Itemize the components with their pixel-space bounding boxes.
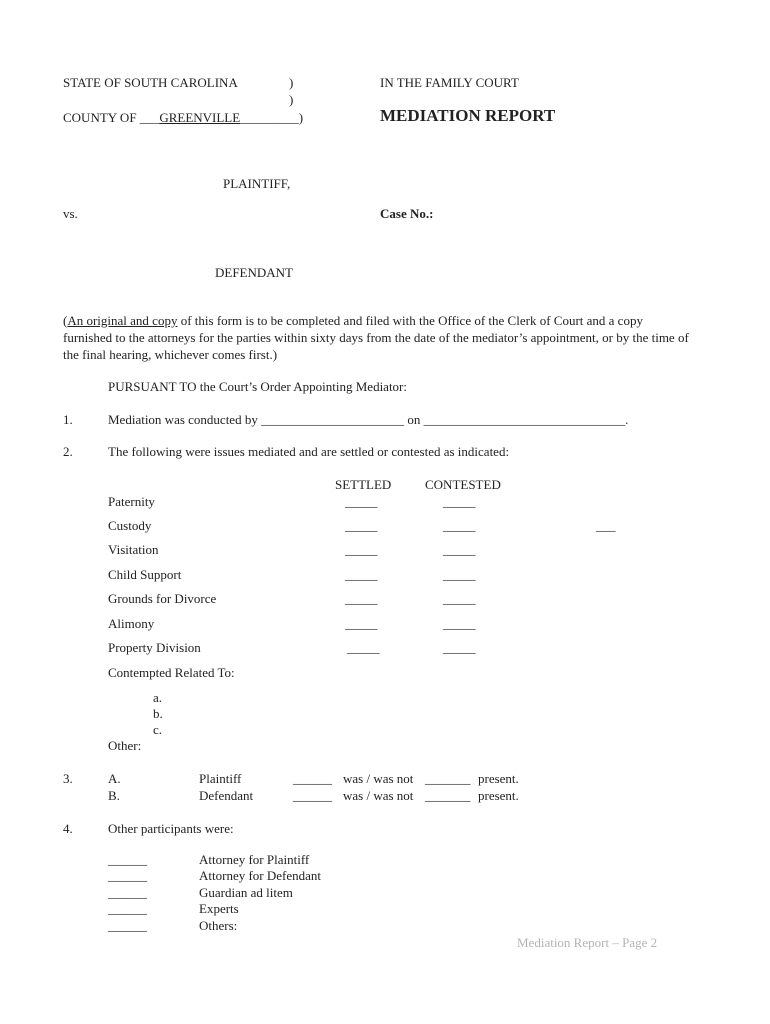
versus-label: vs. <box>63 206 78 221</box>
filing-text: of this form is to be completed and filed with the Office of the Clerk of Court and a copy furnished to the attorneys for the parties within sixty days from the date of the mediator’s appointment, or by the time of the final hearing, whichever comes first.) <box>63 313 689 362</box>
county-label: COUNTY OF ___ <box>63 110 160 125</box>
participant-blank: ______ <box>108 852 147 867</box>
defendant-label: DEFENDANT <box>215 265 293 280</box>
participant-blank: ______ <box>108 885 147 900</box>
issue-label: Custody <box>108 518 152 533</box>
item-number: 1. <box>63 412 73 427</box>
state-caption: STATE OF SOUTH CAROLINA <box>63 75 238 90</box>
item-number: 3. <box>63 771 73 786</box>
contested-blank: _____ <box>443 518 476 533</box>
county-caption <box>63 110 303 126</box>
contempt-item: b. <box>153 706 163 721</box>
settled-blank: _____ <box>345 518 378 533</box>
attendance-blank: _______ <box>425 788 471 803</box>
contested-blank: _____ <box>443 567 476 582</box>
attendance-present: present. <box>478 771 519 786</box>
county-tail: _________) <box>240 110 304 125</box>
case-number-label: Case No.: <box>380 206 434 221</box>
attendance-choice: was / was not <box>343 788 414 803</box>
participant-label: Attorney for Plaintiff <box>199 852 310 867</box>
contested-blank: _____ <box>443 591 476 606</box>
pursuant-statement: PURSUANT TO the Court’s Order Appointing Mediator: <box>108 379 407 394</box>
participant-blank: ______ <box>108 868 147 883</box>
issue-label: Child Support <box>108 567 182 582</box>
plaintiff-label: PLAINTIFF, <box>223 176 291 191</box>
item-number: 2. <box>63 444 73 459</box>
participant-label: Others: <box>199 918 238 933</box>
attendance-present: present. <box>478 788 519 803</box>
item-number: 4. <box>63 821 73 836</box>
settled-blank: _____ <box>345 591 378 606</box>
other-label: Other: <box>108 738 142 753</box>
caption-paren: ) <box>289 92 294 107</box>
participant-label: Attorney for Defendant <box>199 868 322 883</box>
contested-blank: _____ <box>443 494 476 509</box>
contested-header: CONTESTED <box>425 477 501 492</box>
participant-label: Experts <box>199 901 239 916</box>
party-letter: B. <box>108 788 120 803</box>
document-title: MEDIATION REPORT <box>380 106 556 125</box>
contempt-item: a. <box>153 690 163 705</box>
issue-label: Visitation <box>108 542 159 557</box>
issues-intro: The following were issues mediated and are settled or contested as indicated: <box>108 444 510 459</box>
county-value: GREENVILLE <box>159 110 241 125</box>
attendance-blank: ______ <box>293 771 332 786</box>
contested-blank: _____ <box>443 542 476 557</box>
settled-header: SETTLED <box>335 477 392 492</box>
issue-label: Property Division <box>108 640 201 655</box>
party-name: Plaintiff <box>199 771 242 786</box>
contested-blank: _____ <box>443 616 476 631</box>
mediation-conducted-line: Mediation was conducted by ______________________ on _______________________________. <box>108 412 629 427</box>
attendance-blank: ______ <box>293 788 332 803</box>
contested-blank: _____ <box>443 640 476 655</box>
paren-open: ( <box>63 313 68 328</box>
settled-blank: _____ <box>345 542 378 557</box>
settled-blank: _____ <box>345 567 378 582</box>
contempt-label: Contempted Related To: <box>108 665 235 680</box>
party-name: Defendant <box>199 788 254 803</box>
settled-blank: _____ <box>347 640 380 655</box>
settled-blank: _____ <box>345 494 378 509</box>
party-letter: A. <box>108 771 121 786</box>
attendance-blank: _______ <box>425 771 471 786</box>
participant-label: Guardian ad litem <box>199 885 293 900</box>
participant-blank: ______ <box>108 901 147 916</box>
attendance-choice: was / was not <box>343 771 414 786</box>
contempt-item: c. <box>153 722 163 737</box>
filing-instructions <box>63 312 693 363</box>
court-name: IN THE FAMILY COURT <box>380 75 519 90</box>
filing-emphasis: An original and copy <box>67 313 178 328</box>
participant-blank: ______ <box>108 918 147 933</box>
issue-label: Alimony <box>108 616 155 631</box>
issue-label: Grounds for Divorce <box>108 591 217 606</box>
extra-blank: ___ <box>596 518 616 533</box>
participants-intro: Other participants were: <box>108 821 234 836</box>
caption-paren: ) <box>289 75 294 90</box>
settled-blank: _____ <box>345 616 378 631</box>
issue-label: Paternity <box>108 494 155 509</box>
page-footer: Mediation Report – Page 2 <box>517 935 658 950</box>
